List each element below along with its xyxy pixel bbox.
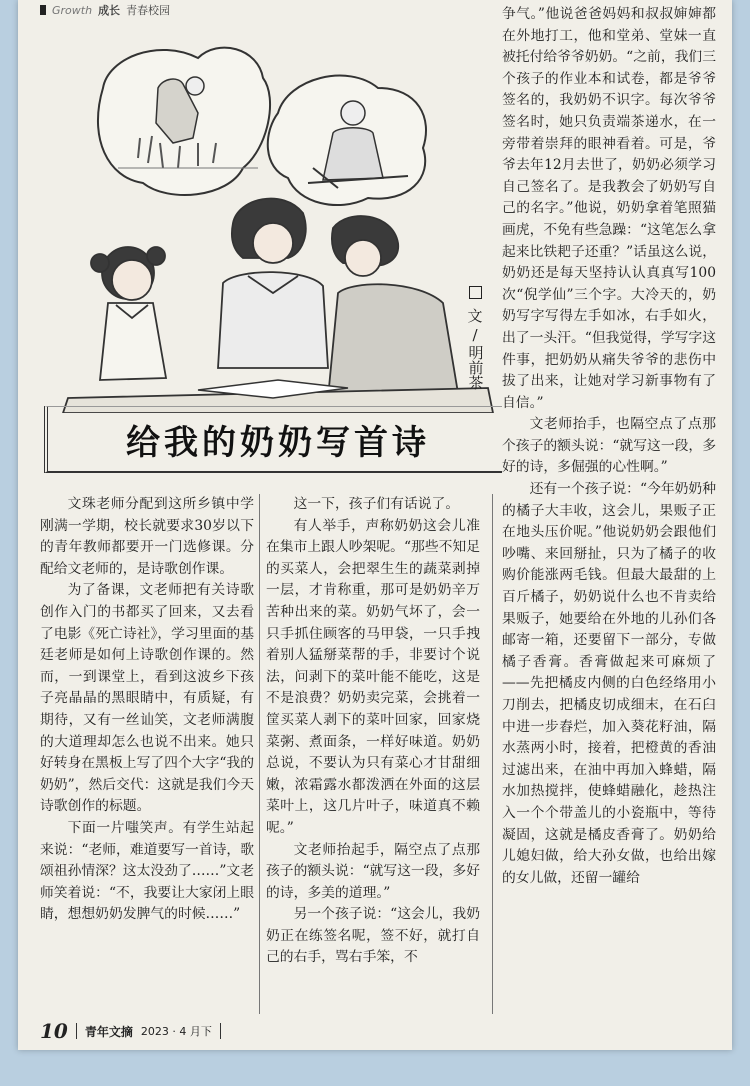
byline-author: 明前茶 [466,345,485,390]
page-number: 10 [40,1019,68,1043]
thought-bubble-farming [98,48,270,195]
girl-figure [91,247,166,380]
paragraph: 为了备课，文老师把有关诗歌创作入门的书都买了回来，又去看了电影《死亡诗社》，学习里面的基廷老师是如何上诗歌创作课的。然而，一到课堂上，看到这波乡下孩子亮晶晶的黑眼睛中，有质疑，有期待，又有一丝讪笑，文老师满腹的大道理却怎么也说不出来。她只好转身在黑板上写了四个大字“我的奶奶”，然后交代：这就是我们今天诗歌创作的标题。 [40,582,255,815]
paragraph: 这一下，孩子们有话说了。 [293,496,460,512]
article-title: 给我的奶奶写首诗 [126,423,430,463]
issue-date: 2023 · 4 月下 [140,1025,212,1038]
teacher-figure [218,199,328,368]
paragraph: 另一个孩子说：“这会儿，我奶奶正在练签名呢，签不好，就打自己的右手，骂右手笨，不 [266,906,481,966]
column-2 [266,494,480,969]
title-frame [44,406,502,473]
page-footer [40,1020,300,1042]
column-divider [259,494,260,1014]
thought-bubble-writing [268,76,426,205]
byline-label: 文 [467,307,483,325]
paragraph: 文老师抬手，也隔空点了点那个孩子的额头说：“就写这一段，多好的诗，多倔强的心性啊。” [502,416,717,476]
header-marker [40,5,46,15]
header-english: Growth [52,3,93,17]
story-illustration [48,18,498,413]
paragraph: 文珠老师分配到这所乡镇中学刚满一学期，校长就要求30岁以下的青年教师都要开一门选修课。分配给文老师的，是诗歌创作课。 [40,496,254,577]
magazine-page [18,0,732,1050]
byline-slash: / [472,326,478,344]
magazine-name: 青年文摘 [84,1024,133,1039]
paragraph: 有人举手，声称奶奶这会儿准在集市上跟人吵架呢。“那些不知足的买菜人，会把翠生生的蔬菜剥掉一层，才肯称重，那可是奶奶辛万苦种出来的菜。奶奶气坏了，会一只手抓住顾客的马甲袋，一只手拽着别人猛掰菜帮的手，非要讨个说法，问剥下的菜叶能不能吃，这是不是浪费？奶奶卖完菜，会挑着一筐买菜人剥下的菜叶回家，回家烧菜粥、煮面条，一样好味道。奶奶总说，不要认为只有菜心才甘甜细嫩，浓霜露水都泼洒在外面的这层菜叶上，这几片叶子，味道真不赖呢。” [266,517,481,836]
boy-figure [328,216,458,398]
paragraph: 下面一片嗤笑声。有学生站起来说：“老师，难道要写一首诗，歌颂祖孙情深？这太没劲了……”文老师笑着说：“不，我要让大家闭上眼睛，想想奶奶发脾气的时候……” [40,819,255,923]
column-3 [502,4,716,889]
section-header [40,0,370,20]
header-section: 成长 [98,4,121,17]
column-1 [40,494,254,926]
column-divider [492,494,493,1014]
paragraph: 还有一个孩子说：“今年奶奶种的橘子大丰收，这会儿，果贩子正在地头压价呢。”他说奶奶会跟他们吵嘴、来回掰扯，只为了橘子的收购价能涨两毛钱。但最大最甜的上百斤橘子，奶奶说什么也不肯卖给果贩子，她要给在外地的儿孙们各邮寄一箱，还要留下一部分，专做橘子香膏。香膏做起来可麻烦了——先把橘皮内侧的白色经络用小刀削去，把橘皮切成细末，在石臼中进一步舂烂，加入葵花籽油，隔水蒸两小时，接着，把橙黄的香油过滤出来，在油中再加入蜂蜡，隔水加热搅拌，使蜂蜡融化，趁热注入一个个带盖儿的小瓷瓶中，等待凝固，这就是橘皮香膏了。奶奶给儿媳妇做，给大孙女做，也给出嫁的女儿做，还留一罐给 [502,481,717,886]
footer-divider [76,1023,77,1039]
byline-box-icon [469,286,482,299]
header-sub: 青春校园 [126,4,171,17]
paragraph: 文老师抬起手，隔空点了点那孩子的额头说：“就写这一段，多好的诗，多美的道理。” [266,841,481,901]
author-byline [464,286,486,390]
paragraph: 争气。”他说爸爸妈妈和叔叔婶婶都在外地打工，他和堂弟、堂妹一直被托付给爷爷奶奶。“之前，我们三个孩子的作业本和试卷，都是爷爷签名的，我奶奶不识字。每次爷爷签名时，她只负责端茶递水，在一旁带着崇拜的眼神看着。可是，爷爷去年12月去世了，奶奶必须学习自己签名了。是我教会了奶奶写自己的名字。”他说，奶奶拿着笔照猫画虎，不免有些急躁：“这笔怎么拿起来比铁耙子还重？”话虽这么说，奶奶还是每天坚持认认真真写100次“倪学仙”三个字。大冷天的，奶奶写字写得左手如冰，右手如火，出了一头汗。“但我觉得，学写字这件事，把奶奶从痛失爷爷的悲伤中拔了出来，让她对学习新事物有了自信。” [502,6,717,411]
footer-divider [220,1023,221,1039]
